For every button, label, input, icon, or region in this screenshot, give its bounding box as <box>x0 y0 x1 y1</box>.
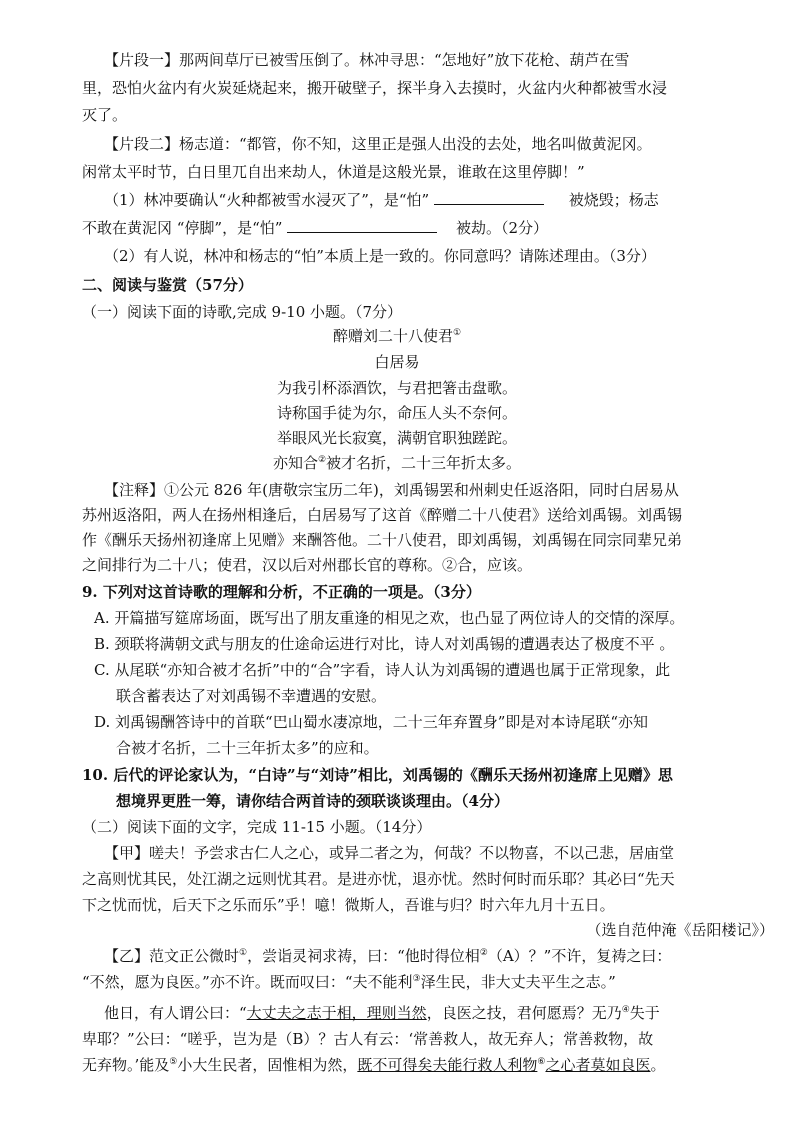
fill-question-text-c: 不敢在黄泥冈 “停脚”，是“怕” <box>82 219 283 237</box>
yi-text-5c: 。 <box>650 1056 666 1074</box>
fragment-one-line-3: 灭了。 <box>82 106 128 124</box>
yi-text-2b: 泽生民，非大丈夫平生之志。” <box>420 973 616 991</box>
fill-question-line-1 <box>104 188 659 212</box>
yi-text-1c: （A）？”不许，复祷之曰： <box>487 947 672 965</box>
note-line-4: 之间排行为二十八；使君，汉以后对州郡长官的尊称。②合，应该。 <box>82 556 533 574</box>
question-10-line-1: 10. 后代的评论家认为，“白诗”与“刘诗”相比，刘禹锡的《酬乐天扬州初逢席上见赠》思 <box>82 766 673 784</box>
passage-yi-line-3 <box>104 1001 660 1025</box>
poem-title-mark: ① <box>452 328 462 338</box>
passage-jia-source: （选自范仲淹《岳阳楼记》） <box>586 921 774 939</box>
yi-text-3a: 他日，有人谓公曰：“ <box>104 1004 247 1022</box>
yi-underlined-1: 大丈夫之志于相，理则当然 <box>246 1004 427 1022</box>
option-c-line-2: 联含蓄表达了对刘禹锡不幸遭遇的安慰。 <box>116 687 387 705</box>
fill-question-line-2 <box>82 216 548 240</box>
part-two-heading: （二）阅读下面的文字，完成 11-15 小题。（14分） <box>82 818 432 836</box>
fragment-one-line-1: 【片段一】那两间草厅已被雪压倒了。林冲寻思：“怎地好”放下花枪、葫芦在雪 <box>104 51 630 69</box>
yi-text-1a: 【乙】范文正公微时 <box>104 947 240 965</box>
option-d-line-2: 合被才名折，二十三年折太多”的应和。 <box>116 739 379 757</box>
yi-mark-4: ④ <box>621 1005 630 1015</box>
answer-blank-2[interactable] <box>287 218 437 233</box>
fill-question-text-d: 被劫。（2分） <box>456 219 549 237</box>
poem-line-2: 诗称国手徒为尔，命压人头不奈何。 <box>276 404 517 422</box>
yi-mark-2: ② <box>479 948 488 958</box>
yi-mark-1: ① <box>239 948 248 958</box>
passage-yi-line-4: 卑耶？”公曰：“嗟乎，岂为是（B）？古人有云：‘常善救人，故无弃人；常善救物，故 <box>82 1030 654 1048</box>
yi-text-1b: ，尝诣灵祠求祷，曰：“他时得位相 <box>247 947 480 965</box>
passage-yi-line-2 <box>82 970 616 994</box>
option-c-line-1: C. 从尾联“亦知合被才名折”中的“合”字看，诗人认为刘禹锡的遭遇也属于正常现象，此 <box>94 661 671 679</box>
passage-jia-line-3: 下之忧而忧，后天下之乐而乐”乎！噫！微斯人，吾谁与归？时六年九月十五日。 <box>82 896 615 914</box>
part-one-heading: （一）阅读下面的诗歌,完成 9-10 小题。（7分） <box>82 303 403 321</box>
option-a: A. 开篇描写筵席场面，既写出了朋友重逢的相见之欢，也凸显了两位诗人的交情的深厚。 <box>94 609 685 627</box>
yi-mark-3: ③ <box>412 974 421 984</box>
fragment-two-line-2: 闲常太平时节，白日里兀自出来劫人，休道是这般光景，谁敢在这里停脚！” <box>82 163 585 181</box>
fill-question-text-a: （1）林冲要确认“火种都被雪水浸灭了”，是“怕” <box>104 191 430 209</box>
yi-underlined-2a: 既不可得矣夫能行救人利物 <box>357 1056 538 1074</box>
passage-jia-line-1: 【甲】嗟夫！予尝求古仁人之心，或异二者之为，何哉？不以物喜，不以己悲，居庙堂 <box>104 844 675 862</box>
yi-text-3b: ，良医之技，君何愿焉？无乃 <box>426 1004 622 1022</box>
question-9-stem: 9. 下列对这首诗歌的理解和分析，不正确的一项是。（3分） <box>82 583 481 601</box>
yi-text-5b: 小大生民者，固惟相为然， <box>177 1056 358 1074</box>
question-10-line-2: 想境界更胜一筹，请你结合两首诗的颈联谈谈理由。（4分） <box>116 792 509 810</box>
passage-jia-line-2: 之高则忧其民，处江湖之远则忧其君。是进亦忧，退亦忧。然时何时而乐耶？其必曰“先天 <box>82 870 675 888</box>
note-line-1: 【注释】①公元 826 年(唐敬宗宝历二年)，刘禹锡罢和州刺史任返洛阳，同时白居易从 <box>104 481 679 499</box>
fragment-two-line-1: 【片段二】杨志道：“都管，你不知，这里正是强人出没的去处，地名叫做黄泥冈。 <box>104 135 652 153</box>
option-b: B. 颈联将满朝文武与朋友的仕途命运进行对比，诗人对刘禹锡的遭遇表达了极度不平 。 <box>94 635 675 653</box>
poem-author: 白居易 <box>374 353 420 371</box>
yi-mark-6: ⑥ <box>537 1057 546 1067</box>
yi-underlined-2b: 之心者莫如良医 <box>545 1056 651 1074</box>
poem-title <box>0 324 794 348</box>
yi-text-5a: 无弃物。’能及 <box>82 1056 170 1074</box>
poem-line-1: 为我引杯添酒饮，与君把箸击盘歌。 <box>276 379 517 397</box>
note-line-2: 苏州返洛阳，两人在扬州相逢后，白居易写了这首《醉赠二十八使君》送给刘禹锡。刘禹锡 <box>82 506 683 524</box>
option-d-line-1: D. 刘禹锡酬答诗中的首联“巴山蜀水凄凉地，二十三年弃置身”即是对本诗尾联“亦知 <box>94 713 649 731</box>
section-two-heading: 二、阅读与鉴赏（57分） <box>82 276 253 294</box>
poem-line-4-mark: ② <box>317 455 327 465</box>
fragment-one-line-2: 里，恐怕火盆内有火炭延烧起来，搬开破壁子，探半身入去摸时，火盆内火种都被雪水浸 <box>82 79 668 97</box>
opinion-question: （2）有人说，林冲和杨志的“怕”本质上是一致的。你同意吗？请陈述理由。（3分） <box>104 247 656 265</box>
yi-text-2a: “不然，愿为良医。”亦不许。既而叹曰：“夫不能利 <box>82 973 413 991</box>
yi-text-3c: 失于 <box>629 1004 660 1022</box>
poem-line-4-b: 被才名折，二十三年折太多。 <box>326 454 522 472</box>
answer-blank-1[interactable] <box>434 190 544 205</box>
note-line-3: 作《酬乐天扬州初逢席上见赠》来酬答他。二十八使君，即刘禹锡，刘禹锡在同宗同辈兄弟 <box>82 531 683 549</box>
poem-line-4 <box>0 451 794 475</box>
fill-question-text-b: 被烧毁；杨志 <box>568 191 659 209</box>
poem-line-3: 举眼风光长寂寞，满朝官职独蹉跎。 <box>276 429 517 447</box>
yi-mark-5: ⑤ <box>169 1057 178 1067</box>
passage-yi-line-5 <box>82 1053 666 1077</box>
poem-line-4-a: 亦知合 <box>272 454 318 472</box>
poem-title-text: 醉赠刘二十八使君 <box>332 327 453 345</box>
passage-yi-line-1 <box>104 944 671 968</box>
